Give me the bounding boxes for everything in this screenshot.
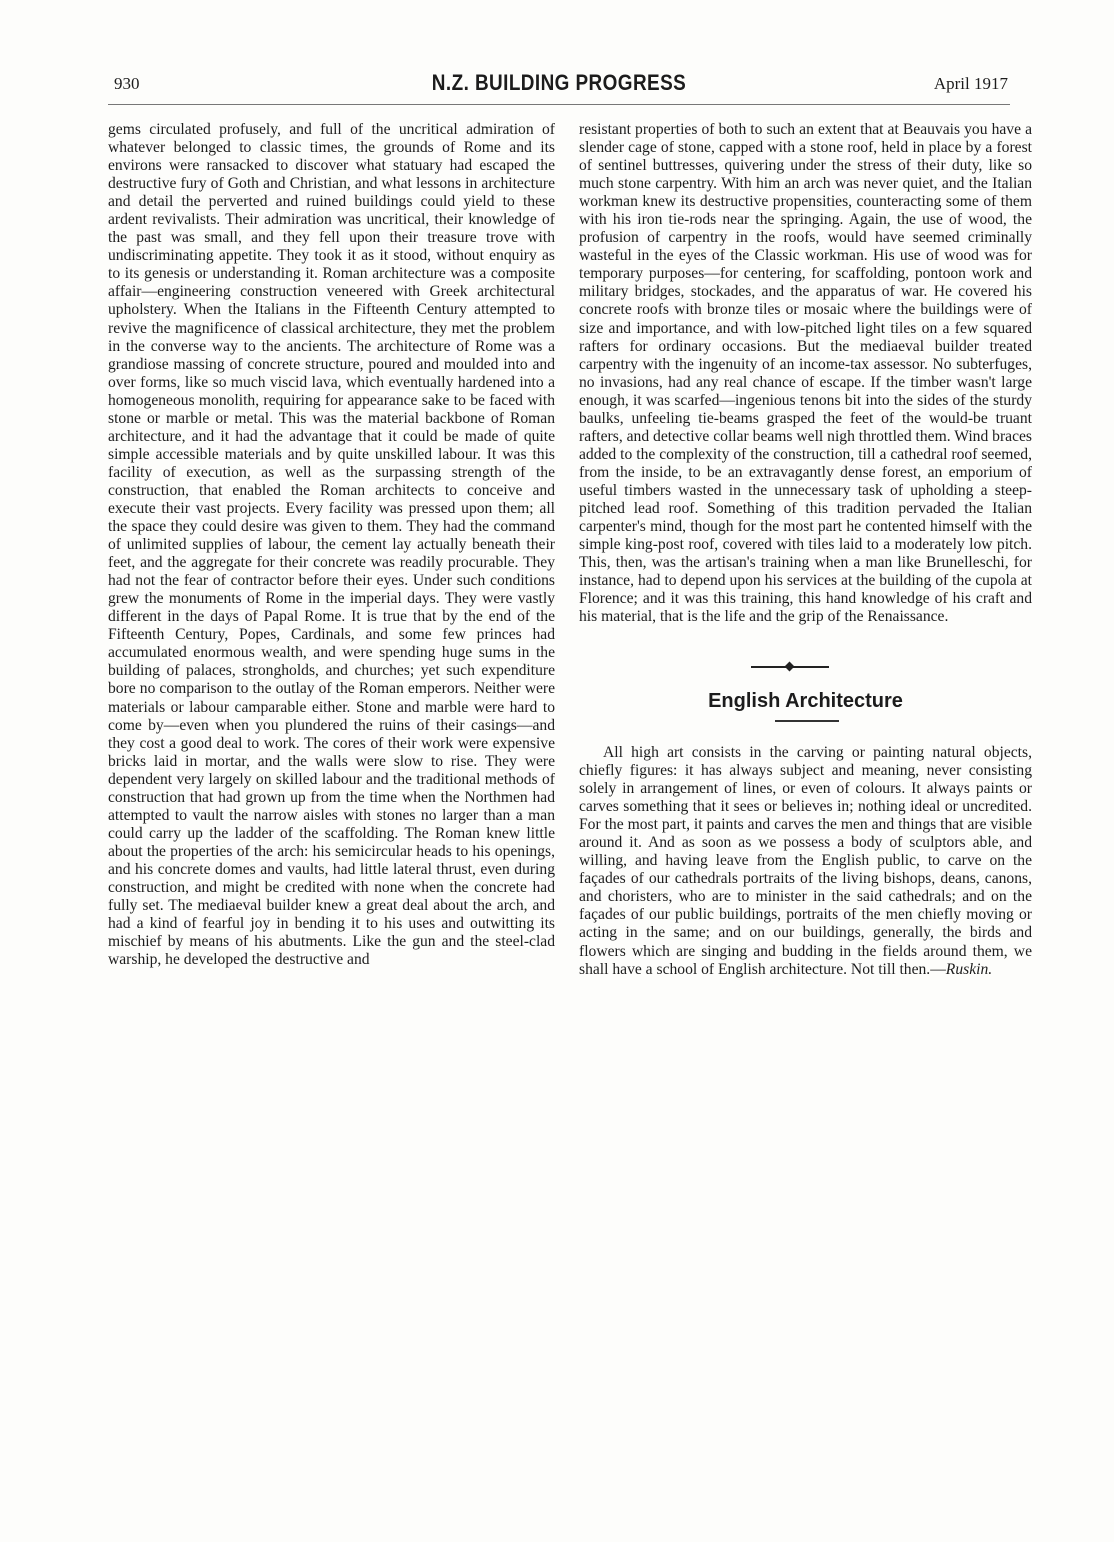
issue-date: April 1917 (933, 74, 1008, 93)
right-column (579, 121, 1032, 626)
page-number: 930 (114, 74, 140, 93)
essay-paragraph (579, 744, 1032, 979)
essay-text: All high art consists in the carving or painting natural objects, chiefly figures: it has always subject and meaning, never consisting solely in arrangement of lines, or even of colours. It always paints or carves something that it sees or believes in; nothing ideal or uncredited. For the most part, it paints and carves the men and things that are visible around it. And as soon as we possess a body of sculptors able, and willing, and having leave from the English public, to carve on the façades of our cathedrals portraits of the living bishops, deans, canons, and choristers, who are to minister in the said cathedrals; and on the façades of our public buildings, portraits of the men chiefly moving or acting in the same; and on our buildings, generally, the birds and flowers which are singing and budding in the fields around them, we shall have a school of English architecture. Not till then.— (579, 744, 1032, 978)
section-title: English Architecture (708, 690, 903, 712)
right-column-text: resistant properties of both to such an extent that at Beauvais you have a slender cage of stone, capped with a stone roof, held in place by a forest of sentinel buttresses, quivering under the stress of their duty, like so much stone carpentry. With him an arch was never quiet, and the Italian workman knew its destructive propensities, counteracting some of them with his iron tie-rods near the springing. Again, the use of wood, the profusion of carpentry in the roofs, would have seemed criminally wasteful in the eyes of the Classic workman. His use of wood was for temporary purposes—for centering, for scaffolding, pontoon work and military bridges, stockades, and the apparatus of war. He covered his concrete roofs with bronze tiles or mosaic where the buildings were of size and importance, and with low-pitched light tiles on a few squared rafters for ordinary occasions. But the mediaeval builder treated carpentry with the ingenuity of an income-tax assessor. No subterfuges, no invasions, had any real chance of escape. If the timber wasn't large enough, it was scarfed—ingenious tenons bit into the sides of the sturdy baulks, unfeeling tie-beams grasped the feet of the would-be truant rafters, and detective collar beams well nigh throttled them. Wind braces added to the complexity of the construction, till a cathedral roof seemed, from the inside, to be an extravagantly dense forest, an emporium of useful timbers wasted in the unnecessary task of upholding a steep-pitched lead roof. Something of this tradition pervaded the Italian carpenter's mind, though for the most part he contented himself with the simple king-post roof, covered with tiles laid to a moderately low pitch. This, then, was the artisan's training when a man like Brunelleschi, for instance, had to depend upon his services at the building of the cupola at Florence; and it was this training, this hand knowledge of his craft and his material, that is the life and the grip of the Renaissance. (579, 121, 1032, 626)
journal-title: N.Z. BUILDING PROGRESS (431, 70, 687, 95)
essay-attribution: Ruskin. (945, 960, 993, 978)
running-header (108, 70, 1010, 105)
diamond-ornament-icon (785, 662, 795, 672)
left-column-text: gems circulated profusely, and full of the uncritical admiration of whatever belonged to classic times, the grounds of Rome and its environs were ransacked to discover what statuary had escaped the destructive fury of Goth and Christian, and what lessons in architecture and detail the perverted and ruined buildings could yield to these ardent revivalists. Their admiration was uncritical, their knowledge of the past was small, and they fell upon their treasure trove with undiscriminating appetite. They took it as it stood, without enquiry as to its genesis or understanding it. Roman architecture was a composite affair—engineering construction veneered with Greek architectural upholstery. When the Italians in the Fifteenth Century attempted to revive the magnificence of classical architecture, they met the problem in the converse way to the ancients. The architecture of Rome was a grandiose massing of concrete structure, poured and moulded into and over forms, like so much viscid lava, which eventually hardened into a homogeneous monolith, requiring for appearance sake to be faced with stone or marble or metal. This was the material backbone of Roman architecture, and it had the advantage that it could be made of quite simple accessible materials and by quite unskilled labour. It was this facility of execution, as well as the surpassing strength of the construction, that enabled the Roman architects to conceive and execute their vast projects. Every facility was pressed upon them; all the space they could desire was given to them. They had the command of unlimited supplies of labour, the cement lay actually beneath their feet, and the aggregate for their concrete was readily procurable. They had not the fear of contractor before their eyes. Under such conditions grew the monuments of Rome in the imperial days. They were vastly different in the days of Papal Rome. It is true that by the end of the Fifteenth Century, Popes, Cardinals, and some few princes had accumulated enormous wealth, and were spending huge sums in the building of palaces, strongholds, and churches; yet such expenditure bore no comparison to the outlay of the Roman emperors. Neither were materials or labour camparable either. Stone and marble were hard to come by—even when you plundered the ruins of their casings—and they cost a good deal to work. The cores of their work were expensive bricks laid in mortar, and the walls were slow to rise. They were dependent very largely on skilled labour and the traditional methods of construction that had grown up from the time when the Northmen had attempted to vault the narrow aisles with stones no larger than a man could carry up the ladder of the scaffolding. The Roman knew little about the properties of the arch: his semicircular heads to his openings, and his concrete domes and vaults, had little lateral thrust, even during construction, and might be credited with none when the concrete had fully set. The mediaeval builder knew a great deal about the arch, and had a kind of fearful joy in bending it to his uses and outwitting its mischief by means of his abutments. Like the gun and the steel-clad warship, he developed the destructive and (108, 121, 555, 969)
left-column (108, 121, 555, 969)
essay-column (579, 744, 1032, 979)
section-ornament (751, 663, 829, 671)
title-underline (775, 720, 839, 722)
